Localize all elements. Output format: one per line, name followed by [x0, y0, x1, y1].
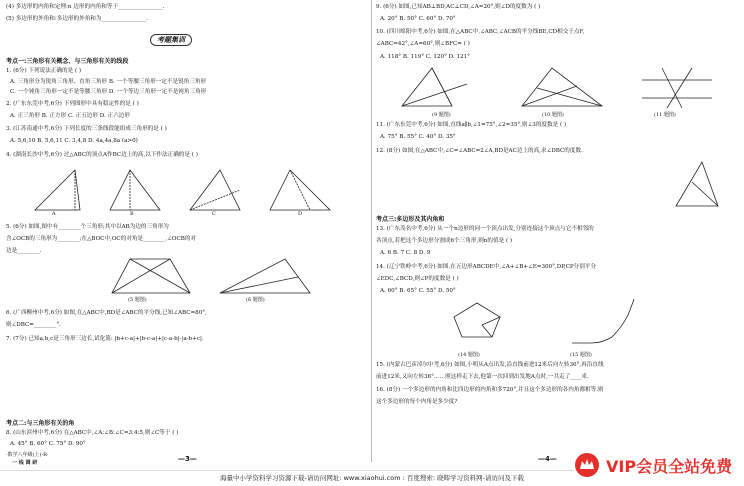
figure-caption: (5 题图): [128, 297, 147, 303]
book-tag: 一 线 调 研: [12, 460, 38, 466]
figure-label: A: [52, 211, 56, 217]
question-line: 15. (内蒙古巴彦淖尔中考,6分) 如图,小明从A点出发,沿直线前进12米后向左转36°,再沿直线: [376, 362, 604, 368]
question-line: 9. (6分) 如图,已知AB⊥BD,AC⊥CD,∠A=20°,则∠D的度数为 ( ): [376, 4, 541, 10]
q5-q6-figures: [110, 255, 320, 297]
q4-figures: [30, 165, 350, 215]
question-line: 各顶点,若把这个多边形分割成6个三角形,则n的值是 ( ): [376, 238, 513, 244]
option-line: A. 75° B. 55° C. 40° D. 35°: [380, 134, 456, 140]
question-line: 10. (四川绵阳中考,6分) 如图,在△ABC中,∠ABC,∠ACB的平分线BE,CD相交于点F,: [376, 29, 585, 35]
section-title: 考点三:多边形及其内角和: [376, 216, 445, 223]
question-line: ∠EDC,∠BCD,则∠P的度数是 ( ): [376, 276, 459, 282]
question-line: 2. (广东东莞中考,6分) 下列图形中具有稳定性的是 ( ): [6, 101, 139, 107]
question-line: 7. (7分) 已知a,b,c是三角形三边长,试化简: |b+c-a|+|b-c-a|+|c-a-b|-|a-b+c|.: [6, 336, 204, 342]
question-line: 13. (广东茂名中考,6分) 从一个n边形的同一个顶点出发,分别连接这个顶点与它不相邻的: [376, 226, 594, 232]
option-line: A. 60° B. 65° C. 55° D. 50°: [380, 288, 456, 294]
page-number: —3—: [178, 455, 197, 463]
question-line: 前进12米,又向左转36°……照这样走下去,他第一次回到出发地A点时,一共走了____米.: [376, 374, 589, 380]
text-line: (5) 多边形的外角和:多边形的外角和为________________.: [6, 16, 149, 22]
figure-caption: (11 题图): [654, 112, 676, 118]
question-line: 12. (8分) 如图,在△ABC中,∠C=∠ABC=2∠A,BD是AC边上的高,求∠DBC的度数.: [376, 148, 583, 154]
site-footer: 海量中小学资料学习资源下载-请访问网址: www.xiaohui.com : 百度搜索: 晓晖学习资料网-请访问及下载: [0, 470, 744, 486]
question-line: 这个多边形的每个内角是多少度?: [376, 399, 458, 405]
section-title: 考点一:三角形有关概念、与三角形有关的线段: [6, 58, 129, 65]
right-page: [372, 0, 744, 485]
figure-caption: (6 题图): [246, 297, 265, 303]
book-tag: ·数学八年级(上)·R·: [6, 452, 49, 458]
question-line: 6. (广西柳州中考,6分) 如图,在△ABC中,BD是∠ABC的平分线,已知∠ABC=80°,: [6, 310, 207, 316]
figure-caption: (14 题图): [458, 352, 480, 358]
text-line: (4) 多边形的内角和定理:n 边形的内角和等于________________.: [6, 4, 165, 10]
q14-q15-figures: [452, 297, 672, 349]
figure-caption: (10 题图): [542, 112, 564, 118]
vip-ad-badge[interactable]: [574, 448, 744, 482]
option-line: A. 5,6,10 B. 5,6,11 C. 3,4,8 D. 4a,4a,8a (a>0): [10, 138, 138, 144]
figure-caption: (15 题图): [570, 352, 592, 358]
option-line: A. 118° B. 119° C. 120° D. 121°: [380, 54, 470, 60]
question-line: 16. (8分) 一个多边形的内角和比四边形的内角和多720°,并且这个多边形的各内角都相等.则: [376, 387, 604, 393]
question-line: 含∠OCB的三角形为________;在△BOC中,OC的对角是________,∠OCB的对: [6, 236, 197, 242]
question-line: 8. (山东滨州中考,6分) 在△ABC中,∠A:∠B:∠C=3:4:5,则∠C等于 ( ): [6, 430, 179, 436]
figure-label: C: [212, 211, 216, 217]
page-number: —4—: [538, 455, 557, 463]
question-line: 5. (6分) 如图,图中有________个三角形;其中以AB为边的三角形为: [6, 224, 169, 230]
question-line: 则∠DBC=________°.: [6, 322, 61, 328]
vip-ad-label: VIP会员全站免费: [606, 456, 733, 476]
option-line: A. 6 B. 7 C. 8 D. 9: [380, 250, 431, 256]
option-line: A. 三角形分为锐角三角形、直角三角形 B. 一个等腰三角形一定不是锐角三角形: [10, 79, 207, 85]
figure-label: D: [298, 211, 303, 217]
figure-label: B: [130, 211, 134, 217]
q9-q11-figures: [392, 64, 722, 110]
section-banner: 考题集训: [150, 34, 192, 46]
option-line: A. 45° B. 60° C. 75° D. 90°: [10, 441, 86, 447]
question-line: 4. (湖南长沙中考,6分) 过△ABC的顶点A作BC边上的高,以下作法正确的是 ( ): [6, 152, 198, 158]
vip-crown-icon: [574, 452, 600, 478]
question-line: 3. (江苏南通中考,6分) 下列长度的三条线段能组成三角形的是 ( ): [6, 126, 167, 132]
question-line: 14. (辽宁铁岭中考,6分) 如图,在五边形ABCDE中,∠A+∠B+∠E=300°,DP,CP分别平分: [376, 264, 597, 270]
option-line: C. 一个钝角三角形一定不是等腰三角形 D. 一个等边三角形一定不是钝角三角形: [10, 89, 207, 95]
section-title: 考点二:与三角形有关的角: [6, 420, 75, 427]
option-line: A. 20° B. 50° C. 60° D. 70°: [380, 16, 456, 22]
left-page: [0, 0, 372, 485]
question-line: 边是________.: [6, 248, 42, 254]
figure-caption: (9 题图): [432, 112, 451, 118]
question-line: 11. (广东东莞中考,6分) 如图,直线a∥b,∠1=75°,∠2=35°,则∠3的度数是 ( ): [376, 122, 567, 128]
option-line: A. 正三角形 B. 正方形 C. 正五边形 D. 正六边形: [10, 113, 130, 119]
question-line: ∠ABC=42°,∠A=60°,则∠BFC= ( ): [376, 41, 470, 47]
q12-figure: [672, 158, 722, 210]
question-line: 1. (6分) 下列说法正确的是 ( ): [6, 68, 82, 74]
